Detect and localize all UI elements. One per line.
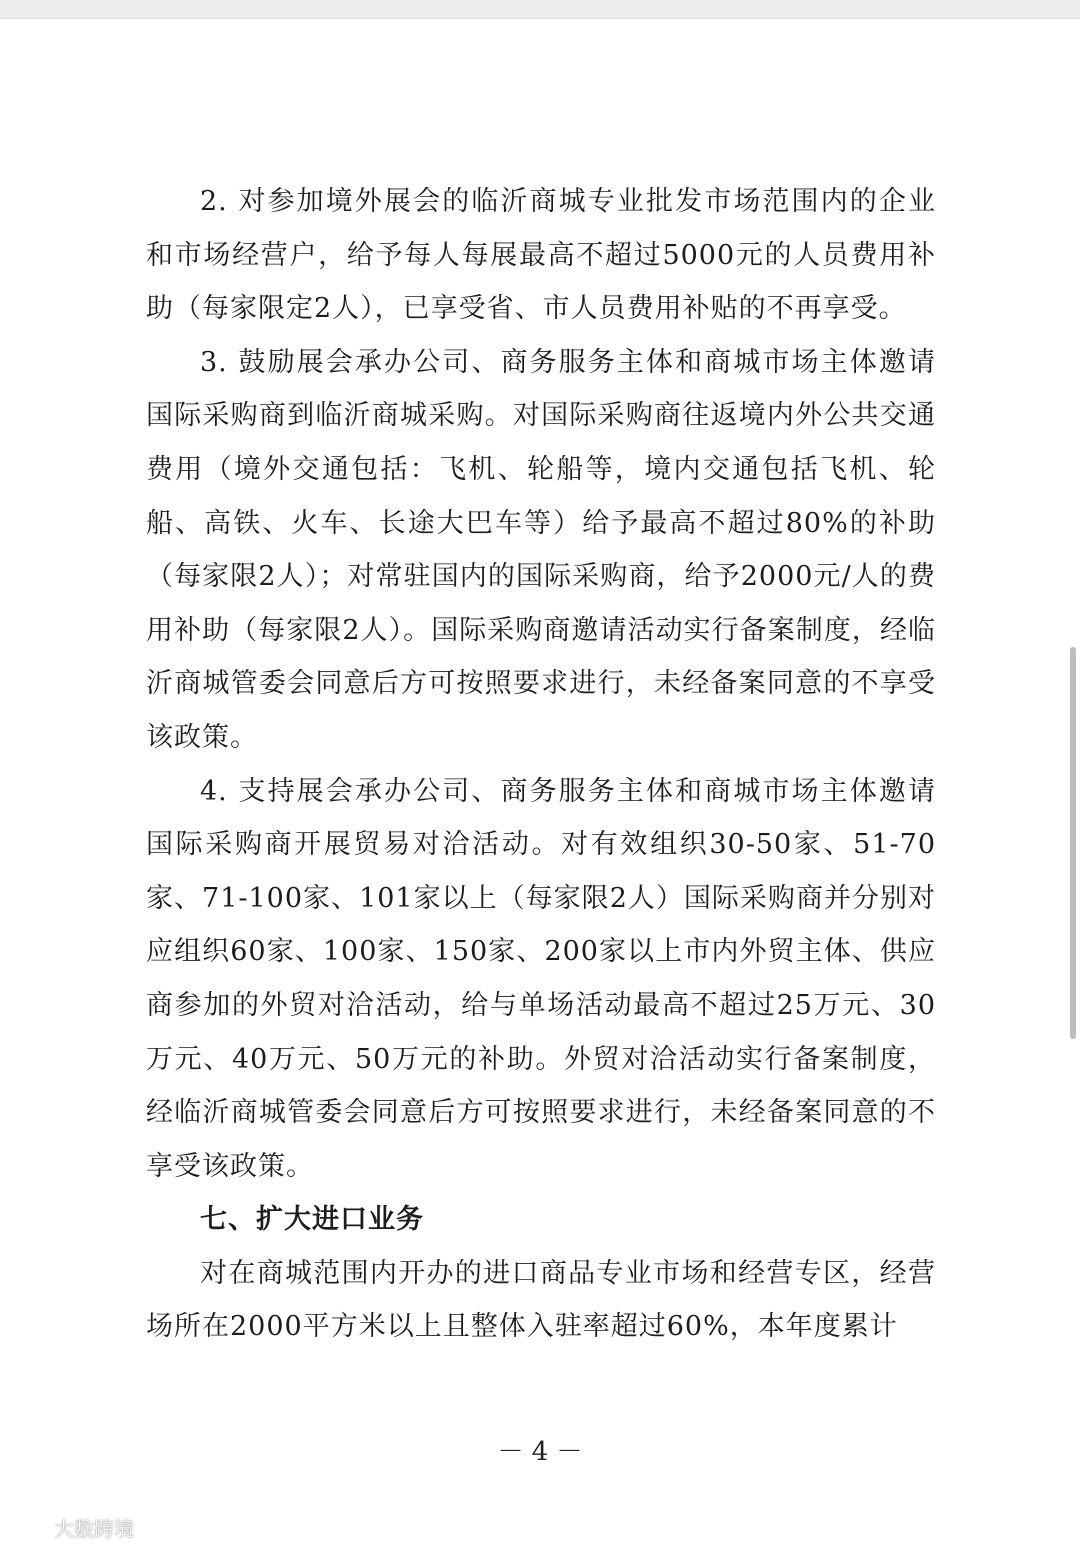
- paragraph-item-4: 4. 支持展会承办公司、商务服务主体和商城市场主体邀请国际采购商开展贸易对洽活动。对有效组织30-50家、51-70家、71-100家、101家以上（每家限2人）国际采购商并分别对应组织60家、100家、150家、200家以上市内外贸主体、供应商参加的外贸对洽活动，给与单场活动最高不超过25万元、30万元、40万元、50万元的补助。外贸对洽活动实行备案制度，经临沂商城管委会同意后方可按照要求进行，未经备案同意的不享受该政策。: [146, 775, 936, 1182]
- paragraph-item-3: 3. 鼓励展会承办公司、商务服务主体和商城市场主体邀请国际采购商到临沂商城采购。对国际采购商往返境内外公共交通费用（境外交通包括：飞机、轮船等，境内交通包括飞机、轮船、高铁、火车、长途大巴车等）给予最高不超过80%的补助（每家限2人）；对常驻国内的国际采购商，给予2000元/人的费用补助（每家限2人）。国际采购商邀请活动实行备案制度，经临沂商城管委会同意后方可按照要求进行，未经备案同意的不享受该政策。: [146, 346, 936, 753]
- page-number: － 4 －: [497, 1437, 583, 1467]
- viewer-top-bar: [0, 0, 1080, 19]
- watermark: [12, 1513, 134, 1542]
- section-paragraph: 对在商城范围内开办的进口商品专业市场和经营专区，经营场所在2000平方米以上且整体入驻率超过60%，本年度累计: [146, 1257, 936, 1343]
- watermark-text: 大数跨境: [54, 1517, 134, 1541]
- scrollbar-thumb[interactable]: [1070, 647, 1076, 1039]
- document-body: [146, 175, 936, 1354]
- section-heading: 七、扩大进口业务: [200, 1204, 424, 1236]
- paragraph-item-2: 2. 对参加境外展会的临沂商城专业批发市场范围内的企业和市场经营户，给予每人每展最高不超过5000元的人员费用补助（每家限定2人），已享受省、市人员费用补贴的不再享受。: [146, 186, 936, 325]
- watermark-logo-icon: [12, 1516, 50, 1540]
- document-page: [0, 19, 1080, 1552]
